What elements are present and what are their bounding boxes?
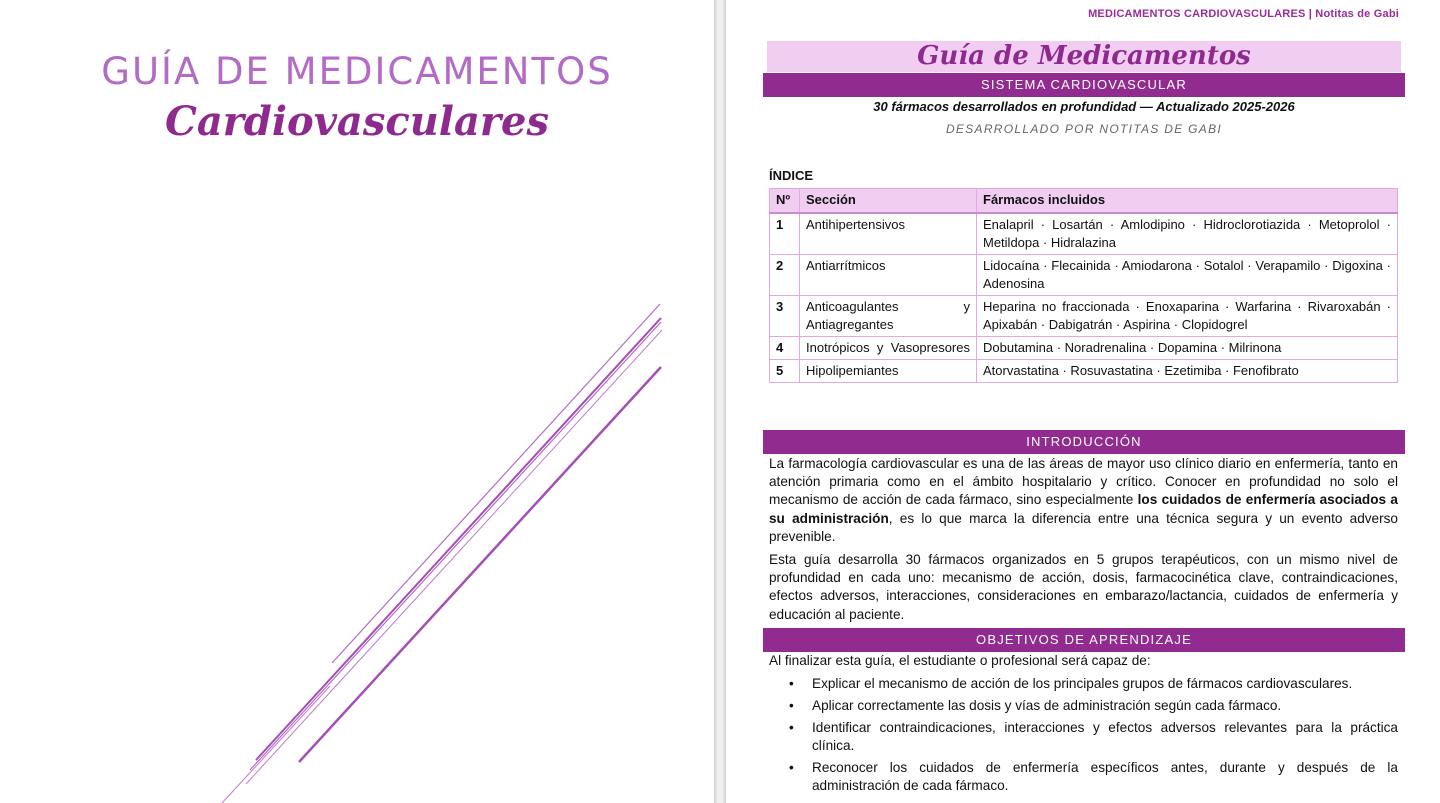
row-drugs: Lidocaína · Flecainida · Amiodarona · Sotalol · Verapamilo · Digoxina · Adenosina bbox=[977, 255, 1398, 296]
column-header-drugs: Fármacos incluidos bbox=[977, 189, 1398, 214]
list-item bbox=[769, 719, 1398, 755]
page-gutter bbox=[714, 0, 726, 803]
table-row bbox=[770, 255, 1398, 296]
list-item bbox=[769, 675, 1398, 693]
index-heading: ÍNDICE bbox=[769, 168, 814, 183]
cover-title: GUÍA DE MEDICAMENTOS bbox=[101, 50, 613, 93]
author-line: DESARROLLADO POR NOTITAS DE GABI bbox=[945, 122, 1223, 136]
diagonal-line bbox=[299, 367, 661, 762]
document-subtitle: 30 fármacos desarrollados en profundidad — Actualizado 2025-2026 bbox=[873, 99, 1295, 114]
list-item-text: Reconocer los cuidados de enfermería específicos antes, durante y después de la administración de cada fármaco. bbox=[812, 760, 1398, 793]
row-number: 3 bbox=[770, 296, 800, 337]
table-header-row bbox=[770, 189, 1398, 214]
paragraph-bold-text: los cuidados de enfermería asociados a su administración bbox=[769, 492, 1398, 526]
objectives-intro: Al finalizar esta guía, el estudiante o profesional será capaz de: bbox=[769, 653, 1151, 668]
column-header-number: Nº bbox=[770, 189, 800, 214]
document-page bbox=[726, 0, 1440, 803]
row-number: 5 bbox=[770, 360, 800, 383]
objectives-band: OBJETIVOS DE APRENDIZAJE bbox=[763, 628, 1405, 652]
row-drugs: Heparina no fraccionada · Enoxaparina · Warfarina · Rivaroxabán · Apixabán · Dabigatrán · Aspirina · Clopidogrel bbox=[977, 296, 1398, 337]
introduction-band: INTRODUCCIÓN bbox=[763, 430, 1405, 454]
list-item bbox=[769, 759, 1398, 795]
document-title: Guía de Medicamentos bbox=[767, 41, 1401, 72]
index-table bbox=[769, 188, 1398, 383]
bullet-icon: • bbox=[789, 760, 794, 775]
row-drugs: Dobutamina · Noradrenalina · Dopamina · Milrinona bbox=[977, 337, 1398, 360]
table-row bbox=[770, 296, 1398, 337]
diagonal-line bbox=[332, 304, 660, 663]
bullet-icon: • bbox=[789, 720, 794, 735]
system-band: SISTEMA CARDIOVASCULAR bbox=[763, 73, 1405, 97]
list-item-text: Aplicar correctamente las dosis y vías de administración según cada fármaco. bbox=[812, 698, 1282, 713]
paragraph-text: La farmacología cardiovascular es una de las áreas de mayor uso clínico diario en enfermería, tanto en atención primaria como en el ámbito hospitalario y crítico. Conocer en profundidad no solo el mecanismo de acción de cada fármaco, sino especialmente bbox=[769, 456, 1398, 508]
column-header-section: Sección bbox=[800, 189, 977, 214]
paragraph-text: , es lo que marca la diferencia entre una técnica segura y un evento adverso prevenible. bbox=[769, 510, 1398, 544]
diagonal-line bbox=[250, 322, 661, 770]
diagonal-line bbox=[256, 318, 661, 760]
cover-subtitle: Cardiovasculares bbox=[165, 98, 549, 145]
objectives-list bbox=[769, 675, 1398, 799]
row-section: Anticoagulantes y Antiagregantes bbox=[800, 296, 977, 337]
running-header: MEDICAMENTOS CARDIOVASCULARES | Notitas de Gabi bbox=[1088, 8, 1399, 20]
bullet-icon: • bbox=[789, 698, 794, 713]
list-item bbox=[769, 697, 1398, 715]
bullet-icon: • bbox=[789, 676, 794, 691]
row-section: Hipolipemiantes bbox=[800, 360, 977, 383]
row-number: 1 bbox=[770, 213, 800, 255]
row-drugs: Atorvastatina · Rosuvastatina · Ezetimiba · Fenofibrato bbox=[977, 360, 1398, 383]
row-section: Antiarrítmicos bbox=[800, 255, 977, 296]
cover-page bbox=[0, 0, 714, 803]
diagonal-line bbox=[246, 330, 662, 784]
table-row bbox=[770, 360, 1398, 383]
table-row bbox=[770, 213, 1398, 255]
row-drugs: Enalapril · Losartán · Amlodipino · Hidroclorotiazida · Metoprolol · Metildopa · Hidralazina bbox=[977, 213, 1398, 255]
introduction-paragraph-2: Esta guía desarrolla 30 fármacos organizados en 5 grupos terapéuticos, con un mismo nivel de profundidad en cada uno: mecanismo de acción, dosis, farmacocinética clave, contraindicaciones, efectos adversos, interacciones, consideraciones en embarazo/lactancia, cuidados de enfermería y educación al paciente. bbox=[769, 552, 1398, 622]
row-section: Inotrópicos y Vasopresores bbox=[800, 337, 977, 360]
table-row bbox=[770, 337, 1398, 360]
row-number: 2 bbox=[770, 255, 800, 296]
list-item-text: Identificar contraindicaciones, interacciones y efectos adversos relevantes para la práctica clínica. bbox=[812, 720, 1398, 753]
list-item-text: Explicar el mecanismo de acción de los principales grupos de fármacos cardiovasculares. bbox=[812, 676, 1353, 691]
decorative-diagonal-lines bbox=[0, 0, 714, 803]
row-section: Antihipertensivos bbox=[800, 213, 977, 255]
introduction-paragraph-1 bbox=[769, 455, 1398, 546]
row-number: 4 bbox=[770, 337, 800, 360]
